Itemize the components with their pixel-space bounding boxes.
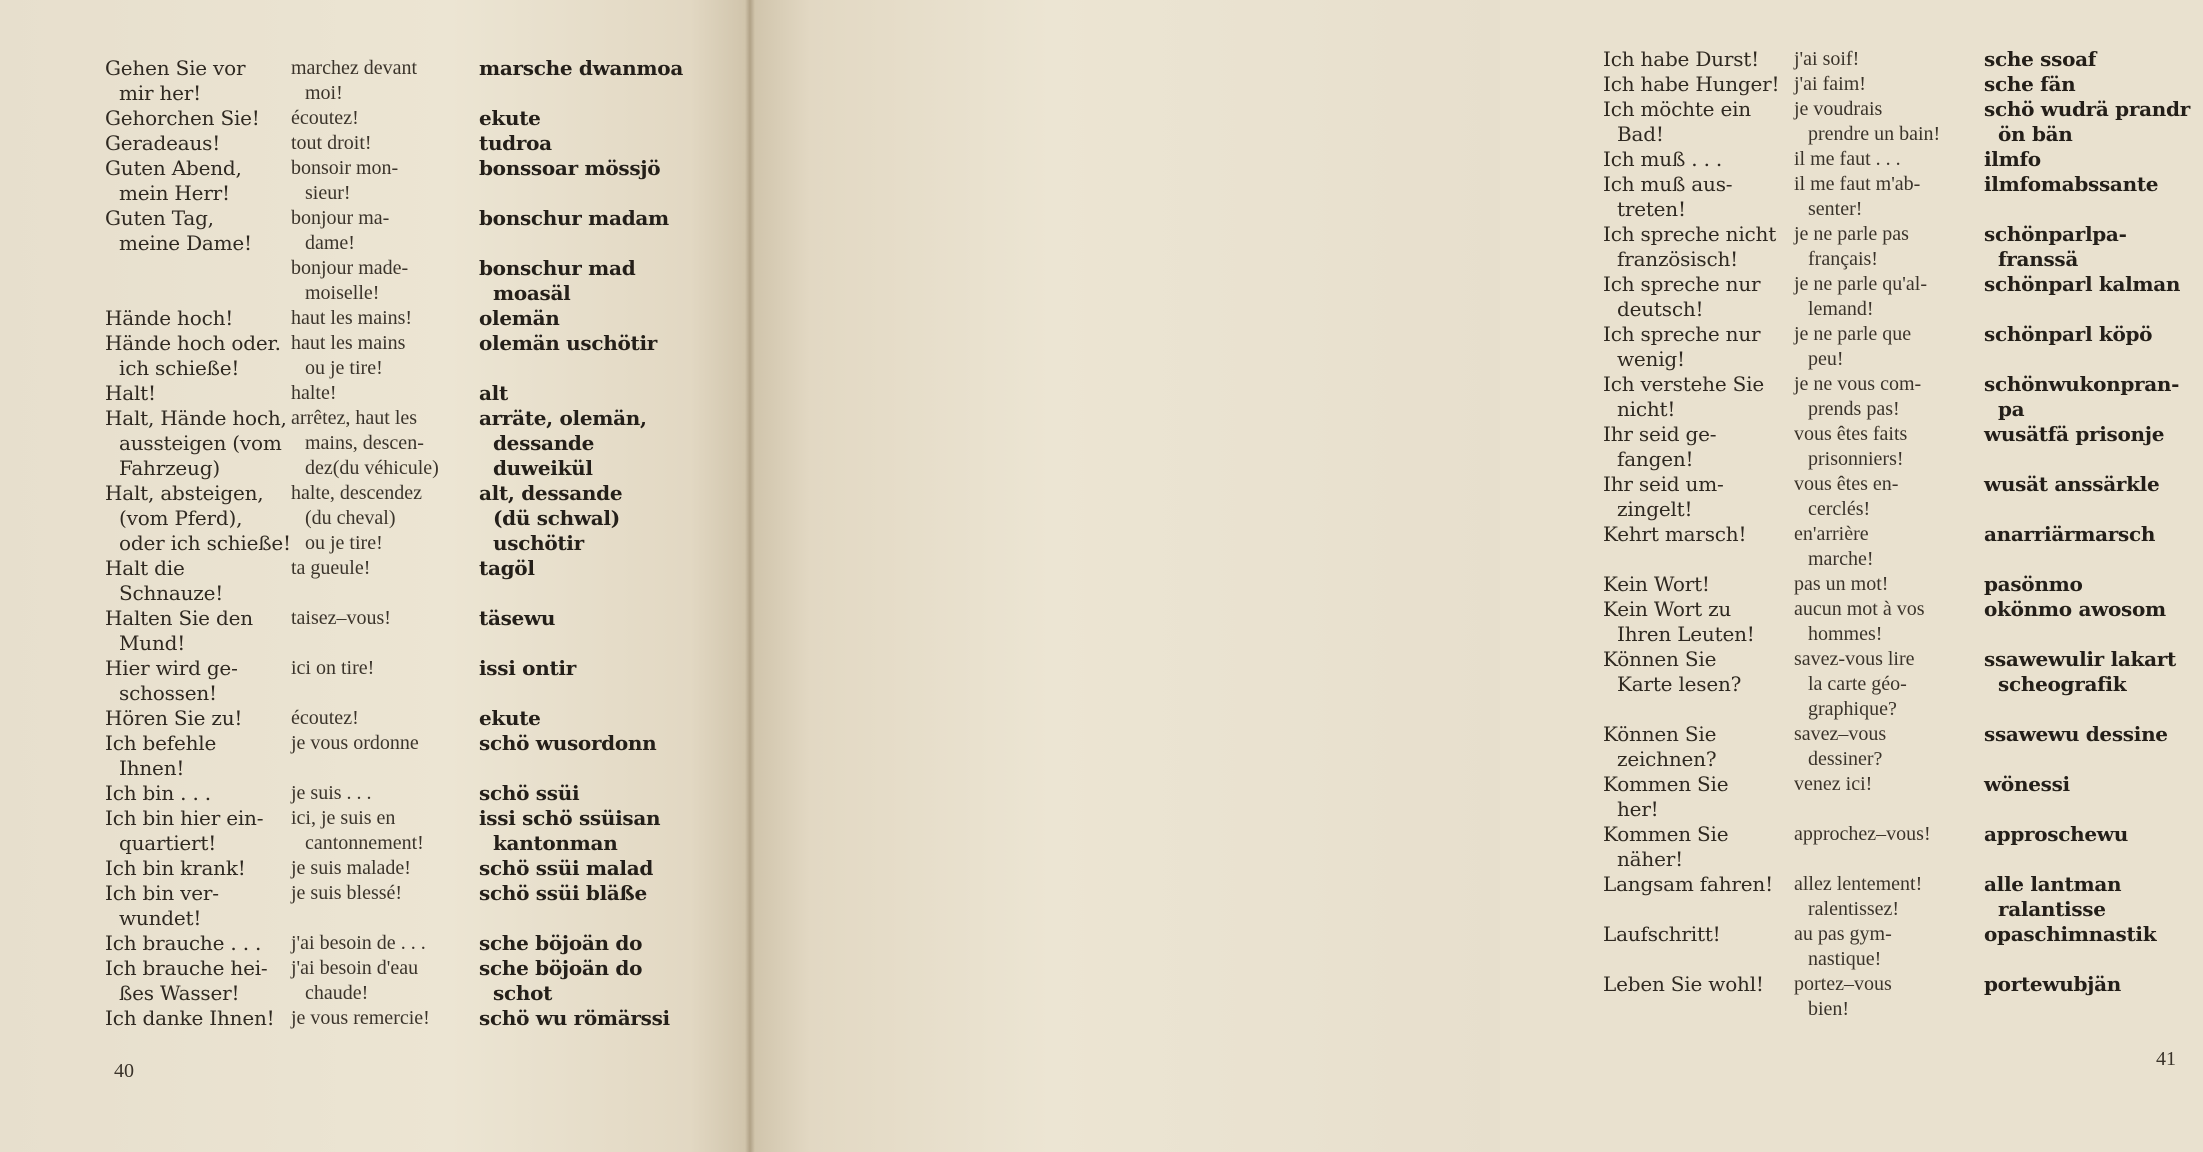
phonetic-transcription: bonschur mad moasäl	[479, 256, 636, 305]
phrase-entry	[105, 256, 705, 306]
phonetic-transcription: approschewu	[1984, 822, 2128, 846]
phonetic-transcription: schönparl kalman	[1984, 272, 2181, 296]
german-phrase: Ich spreche nur wenig!	[1603, 322, 1761, 371]
phrase-entry	[1603, 97, 2203, 147]
german-phrase: Ich spreche nur deutsch!	[1603, 272, 1761, 321]
german-phrase: Halt!	[105, 381, 156, 405]
phrase-entry	[1603, 372, 2203, 422]
german-phrase: Können Sie zeichnen?	[1603, 722, 1717, 771]
phonetic-transcription: schö ssüi	[479, 781, 580, 805]
phonetic-transcription: olemän	[479, 306, 560, 330]
phrase-entry	[1603, 972, 2203, 1022]
phonetic-transcription: schö ssüi malad	[479, 856, 654, 880]
french-phrase: pas un mot!	[1794, 573, 1889, 595]
french-phrase: au pas gym- nastique!	[1794, 923, 1892, 970]
phonetic-transcription: schö ssüi bläße	[479, 881, 647, 905]
phrase-entry	[105, 731, 705, 781]
french-phrase: je voudrais prendre un bain!	[1794, 98, 1941, 145]
french-phrase: il me faut m'ab- senter!	[1794, 173, 1921, 220]
phrase-entry	[1603, 322, 2203, 372]
phonetic-transcription: tudroa	[479, 131, 552, 155]
phrase-entry	[1603, 472, 2203, 522]
french-phrase: bonjour ma- dame!	[291, 207, 390, 254]
phonetic-transcription: bonssoar mössjö	[479, 156, 661, 180]
phonetic-transcription: bonschur madam	[479, 206, 669, 230]
french-phrase: je suis . . .	[291, 782, 372, 804]
phrase-entry	[105, 56, 705, 106]
phrase-entry	[105, 206, 705, 256]
french-phrase: je ne parle que peu!	[1794, 323, 1912, 370]
german-phrase: Ihr seid um- zingelt!	[1603, 472, 1724, 521]
phonetic-transcription: issi ontir	[479, 656, 576, 680]
german-phrase: Ich spreche nicht französisch!	[1603, 222, 1777, 271]
phonetic-transcription: schö wusordonn	[479, 731, 657, 755]
french-phrase: bonsoir mon- sieur!	[291, 157, 399, 204]
german-phrase: Kein Wort!	[1603, 572, 1710, 596]
phonetic-transcription: pasönmo	[1984, 572, 2083, 596]
phrase-entry	[105, 331, 705, 381]
phonetic-transcription: sche ssoaf	[1984, 47, 2097, 71]
german-phrase: Ihr seid ge- fangen!	[1603, 422, 1717, 471]
german-phrase: Halt die Schnauze!	[105, 556, 224, 605]
phrase-entry	[105, 656, 705, 706]
german-phrase: Gehorchen Sie!	[105, 106, 260, 130]
german-phrase: Ich bin krank!	[105, 856, 246, 880]
phonetic-transcription: sche böjoän do schot	[479, 956, 643, 1005]
phonetic-transcription: wusätfä prisonje	[1984, 422, 2165, 446]
phrase-entry	[105, 1006, 705, 1031]
phrase-entry	[105, 881, 705, 931]
german-phrase: Halten Sie den Mund!	[105, 606, 253, 655]
phrase-entry	[105, 381, 705, 406]
phrase-entry	[1603, 647, 2203, 722]
phrase-entry	[1603, 272, 2203, 322]
phrase-entry	[105, 706, 705, 731]
french-phrase: aucun mot à vos hommes!	[1794, 598, 1925, 645]
phonetic-transcription: arräte, olemän, dessande duweikül	[479, 406, 647, 480]
phrase-entry	[105, 306, 705, 331]
phrase-entry	[1603, 572, 2203, 597]
phonetic-transcription: wusät anssärkle	[1984, 472, 2160, 496]
french-phrase: haut les mains ou je tire!	[291, 332, 406, 379]
german-phrase: Leben Sie wohl!	[1603, 972, 1764, 996]
french-phrase: vous êtes faits prisonniers!	[1794, 423, 1908, 470]
phonetic-transcription: alle lantman ralantisse	[1984, 872, 2122, 921]
phrase-entry	[105, 556, 705, 606]
right-page	[750, 0, 2190, 1152]
phrase-entry	[105, 956, 705, 1006]
phonetic-transcription: schö wudrä prandr ön bän	[1984, 97, 2190, 146]
phrase-entry	[105, 606, 705, 656]
left-phrase-list	[105, 56, 705, 1031]
french-phrase: approchez–vous!	[1794, 823, 1931, 845]
phrase-entry	[1603, 597, 2203, 647]
german-phrase: Guten Tag, meine Dame!	[105, 206, 252, 255]
german-phrase: Gehen Sie vor mir her!	[105, 56, 246, 105]
phrase-entry	[105, 106, 705, 131]
french-phrase: en'arrière marche!	[1794, 523, 1874, 570]
phrase-entry	[105, 131, 705, 156]
french-phrase: venez ici!	[1794, 773, 1873, 795]
german-phrase: Halt, absteigen, (vom Pferd), oder ich schieße!	[105, 481, 291, 555]
phonetic-transcription: sche fän	[1984, 72, 2076, 96]
german-phrase: Ich bin ver- wundet!	[105, 881, 219, 930]
french-phrase: savez-vous lire la carte géo- graphique?	[1794, 648, 1915, 720]
left-page	[0, 0, 750, 1152]
french-phrase: j'ai besoin d'eau chaude!	[291, 957, 419, 1004]
phonetic-transcription: ekute	[479, 706, 541, 730]
phrase-entry	[1603, 772, 2203, 822]
phonetic-transcription: issi schö ssüisan kantonman	[479, 806, 661, 855]
phonetic-transcription: schönparl köpö	[1984, 322, 2153, 346]
german-phrase: Ich befehle Ihnen!	[105, 731, 217, 780]
german-phrase: Halt, Hände hoch, aussteigen (vom Fahrzeug)	[105, 406, 287, 480]
german-phrase: Langsam fahren!	[1603, 872, 1773, 896]
phonetic-transcription: ilmfomabssante	[1984, 172, 2159, 196]
phrase-entry	[1603, 72, 2203, 97]
german-phrase: Ich brauche . . .	[105, 931, 262, 955]
french-phrase: j'ai faim!	[1794, 73, 1866, 95]
phonetic-transcription: portewubjän	[1984, 972, 2122, 996]
french-phrase: je vous remercie!	[291, 1007, 430, 1029]
french-phrase: vous êtes en- cerclés!	[1794, 473, 1899, 520]
phonetic-transcription: okönmo awosom	[1984, 597, 2166, 621]
french-phrase: j'ai soif!	[1794, 48, 1860, 70]
phrase-entry	[1603, 222, 2203, 272]
left-page-number: 40	[114, 1060, 134, 1082]
german-phrase: Ich muß . . .	[1603, 147, 1723, 171]
german-phrase: Können Sie Karte lesen?	[1603, 647, 1742, 696]
french-phrase: haut les mains!	[291, 307, 413, 329]
phonetic-transcription: tagöl	[479, 556, 535, 580]
phonetic-transcription: ssawewulir lakart scheografik	[1984, 647, 2176, 696]
french-phrase: écoutez!	[291, 107, 359, 129]
french-phrase: arrêtez, haut les mains, descen- dez(du véhicule)	[291, 407, 439, 479]
german-phrase: Hier wird ge- schossen!	[105, 656, 238, 705]
phrase-entry	[1603, 822, 2203, 872]
french-phrase: allez lentement! ralentissez!	[1794, 873, 1923, 920]
german-phrase: Hände hoch oder. ich schieße!	[105, 331, 281, 380]
french-phrase: taisez–vous!	[291, 607, 391, 629]
phonetic-transcription: schö wu römärssi	[479, 1006, 670, 1030]
french-phrase: bonjour made- moiselle!	[291, 257, 409, 304]
french-phrase: portez–vous bien!	[1794, 973, 1892, 1020]
french-phrase: je ne vous com- prends pas!	[1794, 373, 1922, 420]
french-phrase: je ne parle pas français!	[1794, 223, 1909, 270]
german-phrase: Ich brauche hei- ßes Wasser!	[105, 956, 268, 1005]
phrase-entry	[1603, 922, 2203, 972]
french-phrase: écoutez!	[291, 707, 359, 729]
french-phrase: halte, descendez (du cheval) ou je tire!	[291, 482, 423, 554]
phonetic-transcription: anarriärmarsch	[1984, 522, 2156, 546]
german-phrase: Ich verstehe Sie nicht!	[1603, 372, 1764, 421]
phonetic-transcription: alt	[479, 381, 508, 405]
german-phrase: Ich danke Ihnen!	[105, 1006, 275, 1030]
french-phrase: je suis blessé!	[291, 882, 403, 904]
phrase-entry	[105, 806, 705, 856]
french-phrase: il me faut . . .	[1794, 148, 1901, 170]
french-phrase: j'ai besoin de . . .	[291, 932, 426, 954]
phonetic-transcription: täsewu	[479, 606, 556, 630]
german-phrase: Hände hoch!	[105, 306, 234, 330]
french-phrase: halte!	[291, 382, 337, 404]
phrase-entry	[105, 481, 705, 556]
french-phrase: tout droit!	[291, 132, 372, 154]
phrase-entry	[105, 781, 705, 806]
phrase-entry	[1603, 872, 2203, 922]
phonetic-transcription: alt, dessande (dü schwal) uschötir	[479, 481, 623, 555]
phonetic-transcription: schönparlpa- franssä	[1984, 222, 2127, 271]
phrase-entry	[1603, 172, 2203, 222]
phonetic-transcription: schönwukonpran- pa	[1984, 372, 2180, 421]
german-phrase: Ich muß aus- treten!	[1603, 172, 1733, 221]
phrase-entry	[1603, 47, 2203, 72]
german-phrase: Ich habe Durst!	[1603, 47, 1759, 71]
german-phrase: Ich habe Hunger!	[1603, 72, 1780, 96]
german-phrase: Ich möchte ein Bad!	[1603, 97, 1751, 146]
french-phrase: ici on tire!	[291, 657, 375, 679]
german-phrase: Kein Wort zu Ihren Leuten!	[1603, 597, 1755, 646]
phonetic-transcription: ekute	[479, 106, 541, 130]
french-phrase: je ne parle qu'al- lemand!	[1794, 273, 1927, 320]
right-phrase-list	[1603, 47, 2203, 1022]
phonetic-transcription: wönessi	[1984, 772, 2070, 796]
german-phrase: Ich bin . . .	[105, 781, 211, 805]
german-phrase: Guten Abend, mein Herr!	[105, 156, 242, 205]
german-phrase: Ich bin hier ein- quartiert!	[105, 806, 264, 855]
phrase-entry	[1603, 147, 2203, 172]
phrase-entry	[1603, 522, 2203, 572]
phrase-entry	[1603, 422, 2203, 472]
german-phrase: Laufschritt!	[1603, 922, 1721, 946]
phrase-entry	[105, 406, 705, 481]
french-phrase: savez–vous dessiner?	[1794, 723, 1887, 770]
phonetic-transcription: olemän uschötir	[479, 331, 658, 355]
french-phrase: je vous ordonne	[291, 732, 419, 754]
phrase-entry	[105, 931, 705, 956]
german-phrase: Kehrt marsch!	[1603, 522, 1747, 546]
phonetic-transcription: opaschimnastik	[1984, 922, 2157, 946]
german-phrase: Geradeaus!	[105, 131, 221, 155]
phonetic-transcription: ssawewu dessine	[1984, 722, 2168, 746]
phrase-entry	[105, 156, 705, 206]
french-phrase: ta gueule!	[291, 557, 371, 579]
right-page-number: 41	[2156, 1048, 2176, 1070]
german-phrase: Hören Sie zu!	[105, 706, 243, 730]
phonetic-transcription: marsche dwanmoa	[479, 56, 683, 80]
german-phrase	[105, 256, 291, 306]
phonetic-transcription: ilmfo	[1984, 147, 2041, 171]
phrase-entry	[105, 856, 705, 881]
german-phrase: Kommen Sie her!	[1603, 772, 1729, 821]
french-phrase: ici, je suis en cantonnement!	[291, 807, 424, 854]
phonetic-transcription: sche böjoän do	[479, 931, 643, 955]
french-phrase: marchez devant moi!	[291, 57, 418, 104]
german-phrase: Kommen Sie näher!	[1603, 822, 1729, 871]
french-phrase: je suis malade!	[291, 857, 411, 879]
phrase-entry	[1603, 722, 2203, 772]
